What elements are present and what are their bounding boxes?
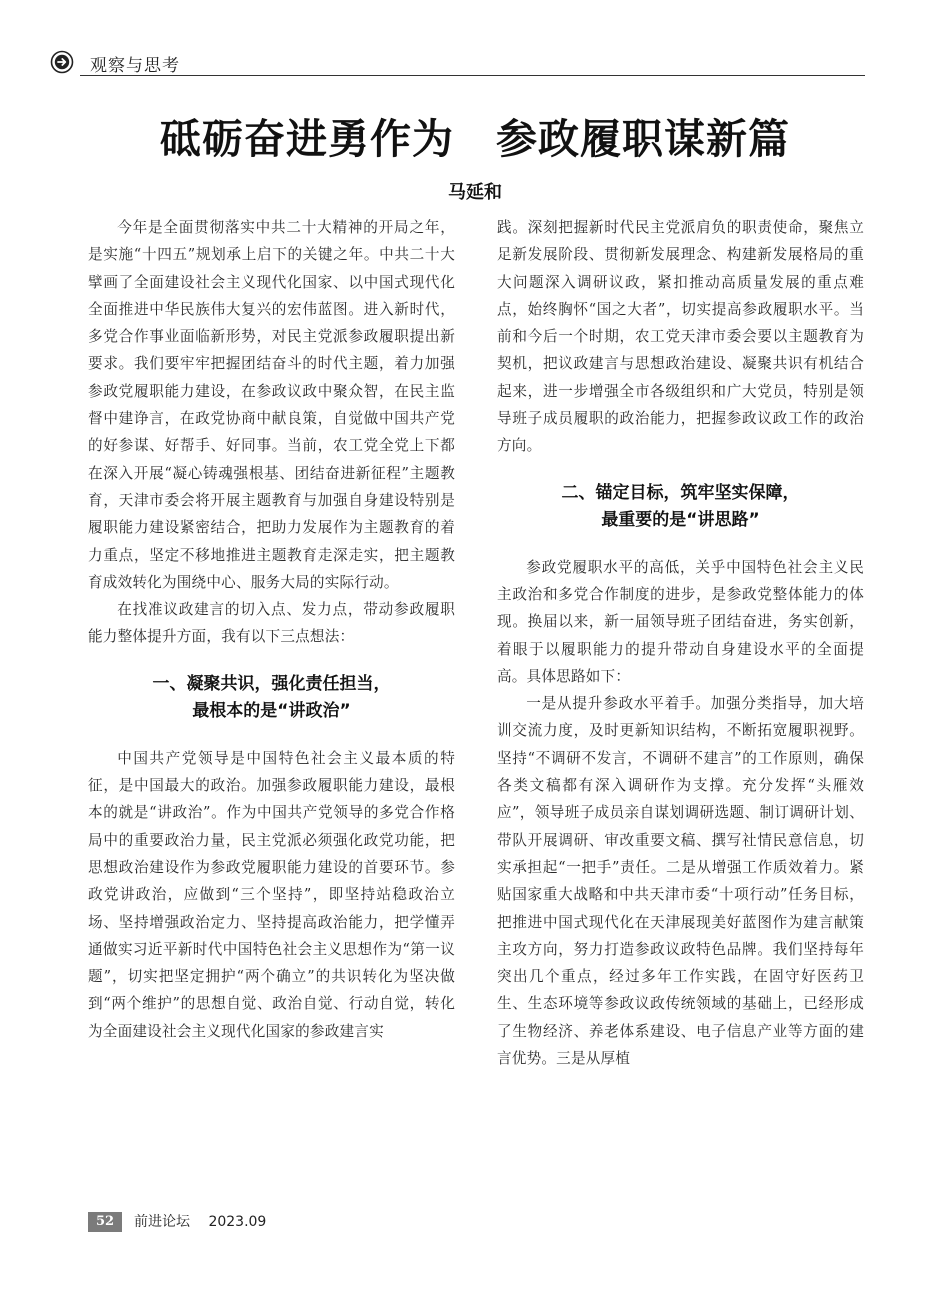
section-heading-line: 一、凝聚共识，强化责任担当， [152, 673, 391, 694]
section-heading-line: 最重要的是“讲思路” [601, 509, 760, 530]
section-heading-1 [88, 671, 455, 725]
section-heading-line: 最根本的是“讲政治” [192, 700, 351, 721]
paragraph: 参政党履职水平的高低，关乎中国特色社会主义民主政治和多党合作制度的进步，是参政党整体能力的体现。换届以来，新一届领导班子团结奋进，务实创新，着眼于以履职能力的提升带动自身建设水平的全面提高。具体思路如下： [497, 558, 864, 685]
arrow-circle-icon [50, 50, 74, 74]
page-header [50, 48, 865, 78]
page-number: 52 [88, 1212, 122, 1232]
section-heading-2 [497, 480, 864, 534]
paragraph: 中国共产党领导是中国特色社会主义最本质的特征，是中国最大的政治。加强参政履职能力建设，最根本的就是“讲政治”。作为中国共产党领导的多党合作格局中的重要政治力量，民主党派必须强化政党功能，把思想政治建设作为参政党履职能力建设的首要环节。参政党讲政治，应做到“三个坚持”，即坚持站稳政治立场、坚持增强政治定力、坚持提高政治能力，把学懂弄通做实习近平新时代中国特色社会主义思想作为“第一议题”，切实把坚定拥护“两个确立”的共识转化为坚决做到“两个维护”的思想自觉、政治自觉、行动自觉，转化为全面建设社会主义现代化国家的参政建言实 [88, 749, 455, 1040]
right-column [497, 214, 864, 1189]
article-author: 马延和 [448, 182, 502, 203]
header-rule [80, 75, 865, 76]
section-label: 观察与思考 [90, 56, 180, 76]
paragraph: 今年是全面贯彻落实中共二十大精神的开局之年，是实施“十四五”规划承上启下的关键之年。中共二十大擘画了全面建设社会主义现代化国家、以中国式现代化全面推进中华民族伟大复兴的宏伟蓝图。进入新时代，多党合作事业面临新形势，对民主党派参政履职提出新要求。我们要牢牢把握团结奋斗的时代主题，着力加强参政党履职能力建设，在参政议政中聚众智，在民主监督中建诤言，在政党协商中献良策，自觉做中国共产党的好参谋、好帮手、好同事。当前，农工党全党上下都在深入开展“凝心铸魂强根基、团结奋进新征程”主题教育，天津市委会将开展主题教育与加强自身建设特别是履职能力建设紧密结合，把助力发展作为主题教育的着力重点，坚定不移地推进主题教育走深走实，把主题教育成效转化为围绕中心、服务大局的实际行动。 [88, 219, 455, 591]
section-heading-line: 二、锚定目标，筑牢坚实保障， [561, 482, 800, 503]
publication-footer: 前进论坛 2023.09 [134, 1214, 267, 1230]
paragraph: 在找准议政建言的切入点、发力点，带动参政履职能力整体提升方面，我有以下三点想法： [88, 601, 455, 646]
paragraph-continued: 践。深刻把握新时代民主党派肩负的职责使命，聚焦立足新发展阶段、贯彻新发展理念、构建新发展格局的重大问题深入调研议政，紧扣推动高质量发展的重点难点，始终胸怀“国之大者”，切实提高参政履职水平。当前和今后一个时期，农工党天津市委会要以主题教育为契机，把议政建言与思想政治建设、凝聚共识有机结合起来，进一步增强全市各级组织和广大党员，特别是领导班子成员履职的政治能力，把握参政议政工作的政治方向。 [497, 219, 864, 455]
article-title: 砥砺奋进勇作为 参政履职谋新篇 [160, 115, 790, 163]
paragraph: 一是从提升参政水平着手。加强分类指导，加大培训交流力度，及时更新知识结构，不断拓宽履职视野。坚持“不调研不发言，不调研不建言”的工作原则，确保各类文稿都有深入调研作为支撑。充分发挥“头雁效应”，领导班子成员亲自谋划调研选题、制订调研计划、带队开展调研、审改重要文稿、撰写社情民意信息，切实承担起“一把手”责任。二是从增强工作质效着力。紧贴国家重大战略和中共天津市委“十项行动”任务目标，把推进中国式现代化在天津展现美好蓝图作为建言献策主攻方向，努力打造参政议政特色品牌。我们坚持每年突出几个重点，经过多年工作实践，在固守好医药卫生、生态环境等参政议政传统领域的基础上，已经形成了生物经济、养老体系建设、电子信息产业等方面的建言优势。三是从厚植 [497, 695, 864, 1068]
left-column [88, 214, 455, 1189]
